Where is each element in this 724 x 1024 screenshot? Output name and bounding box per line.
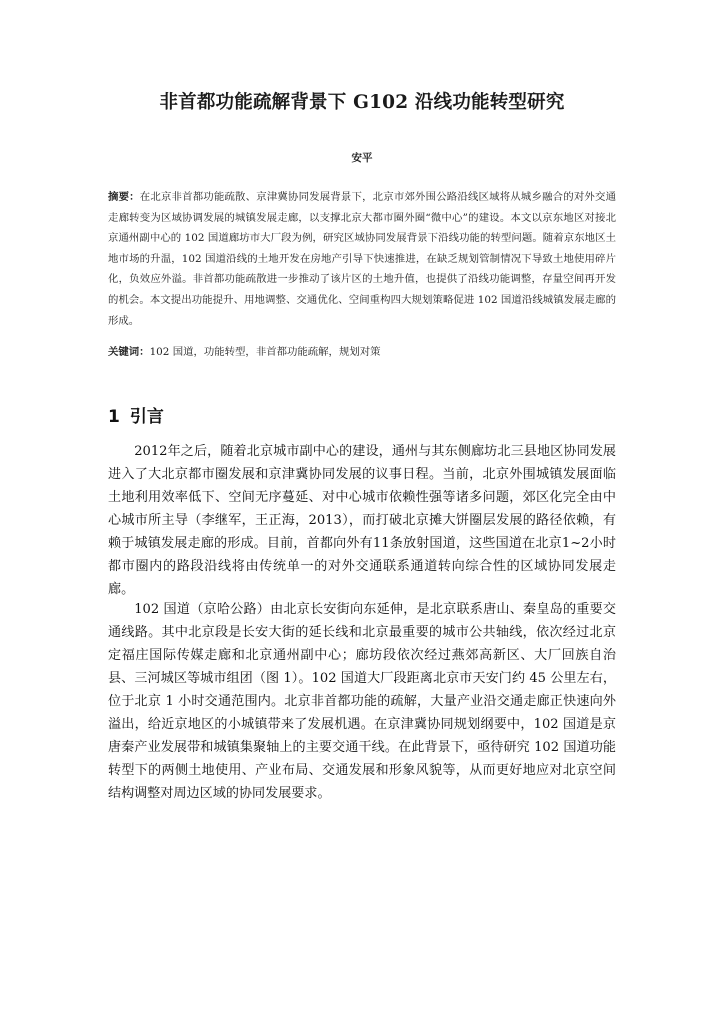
keywords-text: 102 国道，功能转型，非首都功能疏解，规划对策 — [149, 346, 381, 358]
abstract-label: 摘要： — [108, 191, 140, 203]
keywords-label: 关键词： — [108, 346, 150, 358]
paper-title: 非首都功能疏解背景下 G102 沿线功能转型研究 — [159, 92, 565, 113]
section-heading — [108, 402, 164, 427]
abstract — [108, 187, 616, 331]
abstract-text: 在北京非首都功能疏散、京津冀协同发展背景下，北京市郊外围公路沿线区域将从城乡融合的对外交通走廊转变为区域协调发展的城镇发展走廊，以支撑北京大都市圈外圈“微中心”的建设。本文以京东地区对接北京通州副中心的 102 国道廊坊市大厂段为例，研究区域协同发展背景下沿线功能的转型问题。随着京东地区土地市场的升温，102 国道沿线的土地开发在房地产引导下快速推进，在缺乏规划管制情况下导致土地使用碎片化，负效应外溢。非首都功能疏散进一步推动了该片区的土地升值，也提供了沿线功能调整，存量空间再开发的机会。本文提出功能提升、用地调整、交通优化、空间重构四大规划策略促进 102 国道沿线城镇发展走廊的形成。 — [108, 191, 616, 327]
section-number: 1 — [108, 407, 120, 427]
author-name: 安平 — [351, 152, 373, 164]
section-title: 引言 — [129, 407, 164, 427]
body-paragraph: 2012年之后，随着北京城市副中心的建设，通州与其东侧廊坊北三县地区协同发展进入了大北京都市圈发展和京津冀协同发展的议事日程。当前，北京外围城镇发展面临土地利用效率低下、空间无序蔓延、对中心城市依赖性强等诸多问题，郊区化完全由中心城市所主导（李继军，王正海，2013），而打破北京摊大饼圈层发展的路径依赖，有赖于城镇发展走廊的形成。目前，首都向外有11条放射国道，这些国道在北京1~2小时都市圈内的路段沿线将由传统单一的对外交通联系通道转向综合性的区域协同发展走廊。 — [108, 444, 616, 597]
body-paragraph: 102 国道（京哈公路）由北京长安街向东延伸，是北京联系唐山、秦皇岛的重要交通线路。其中北京段是长安大街的延长线和北京最重要的城市公共轴线，依次经过北京定福庄国际传媒走廊和北京通州副中心；廊坊段依次经过燕郊高新区、大厂回族自治县、三河城区等城市组团（图 1）。102 国道大厂段距离北京市天安门约 45 公里左右，位于北京 1 小时交通范围内。北京非首都功能的疏解，大量产业沿交通走廊正快速向外溢出，给近京地区的小城镇带来了发展机遇。在京津冀协同规划纲要中，102 国道是京唐秦产业发展带和城镇集聚轴上的主要交通干线。在此背景下，亟待研究 102 国道功能转型下的两侧土地使用、产业布局、交通发展和形象风貌等，从而更好地应对北京空间结构调整对周边区域的协同发展要求。 — [108, 602, 616, 801]
keywords — [108, 342, 616, 362]
